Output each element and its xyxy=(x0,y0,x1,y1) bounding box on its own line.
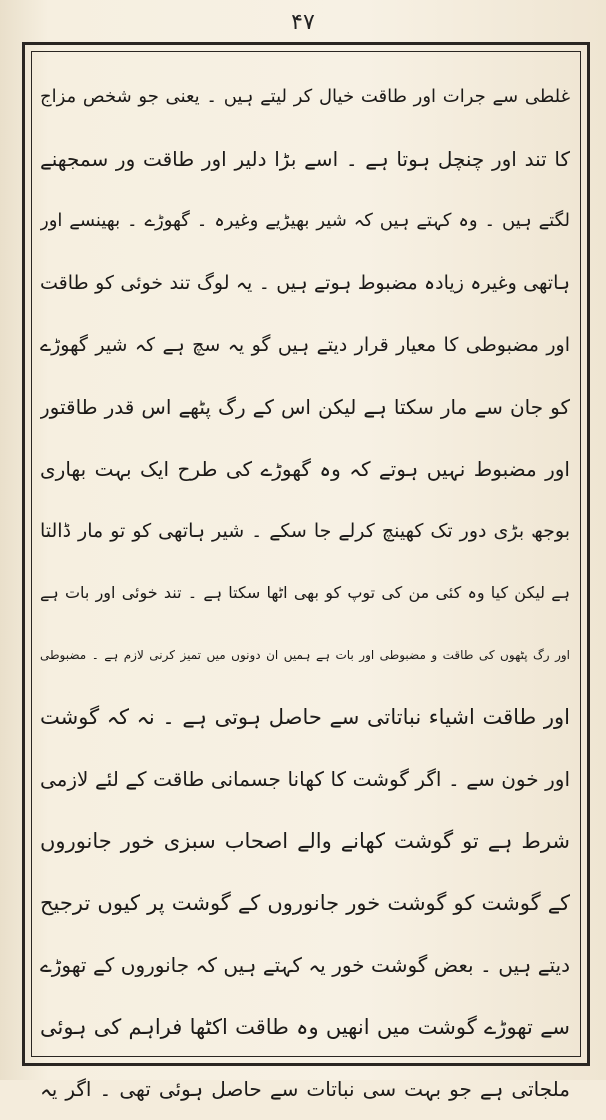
page-body-text xyxy=(40,66,570,1101)
text-line: دیتے ہیں ۔ بعض گوشت خور یہ کہتے ہیں کہ جانوروں کے تھوڑے xyxy=(40,953,570,977)
text-line: کے گوشت کو گوشت خور جانوروں کے گوشت پر کیوں ترجیح xyxy=(40,891,570,915)
text-line: ملجاتی ہے جو بہت سی نباتات سے حاصل ہوئی تھی ۔ اگر یہ xyxy=(40,1077,570,1101)
text-line: بوجھ بڑی دور تک کھینچ کرلے جا سکے ۔ شیر ہاتھی کو تو مار ڈالتا xyxy=(40,520,570,542)
text-line: سے تھوڑے گوشت میں انھیں وہ طاقت اکٹھا فراہم کی ہوئی xyxy=(40,1015,570,1039)
text-line: کا تند اور چنچل ہوتا ہے ۔ اسے بڑا دلیر اور طاقت ور سمجھنے xyxy=(40,147,570,171)
text-line: اور خون سے ۔ اگر گوشت کا کھانا جسمانی طاقت کے لئے لازمی xyxy=(40,767,570,791)
text-line: ہے لیکن کیا وہ کئی من کی توپ کو بھی اٹھا سکتا ہے ۔ تند خوئی اور بات ہے xyxy=(40,583,570,602)
text-line: غلطی سے جرات اور طاقت خیال کر لیتے ہیں ۔ یعنی جو شخص مزاج xyxy=(40,86,570,107)
text-line: کو جان سے مار سکتا ہے لیکن اس کے رگ پٹھے اس قدر طاقتور xyxy=(40,395,570,419)
text-line: لگتے ہیں ۔ وہ کہتے ہیں کہ شیر بھیڑیے وغیرہ ۔ گھوڑے ۔ بھینسے اور xyxy=(40,210,570,231)
text-line: اور رگ پٹھوں کی طاقت و مضبوطی اور بات ہے ہمیں ان دونوں میں تمیز کرنی لازم ہے ۔ مضبوطی xyxy=(40,648,570,662)
text-line: اور طاقت اشیاء نباتاتی سے حاصل ہوتی ہے ۔ نہ کہ گوشت xyxy=(40,705,570,729)
text-line: اور مضبوط نہیں ہوتے کہ وہ گھوڑے کی طرح ایک بہت بھاری xyxy=(40,457,570,481)
page-number: ۴۷ xyxy=(291,10,315,35)
text-line: ہاتھی وغیرہ زیادہ مضبوط ہوتے ہیں ۔ یہ لوگ تند خوئی کو طاقت xyxy=(40,272,570,294)
text-line: شرط ہے تو گوشت کھانے والے اصحاب سبزی خور جانوروں xyxy=(40,829,570,853)
text-line: اور مضبوطی کا معیار قرار دیتے ہیں گو یہ سچ ہے کہ شیر گھوڑے xyxy=(40,334,570,356)
